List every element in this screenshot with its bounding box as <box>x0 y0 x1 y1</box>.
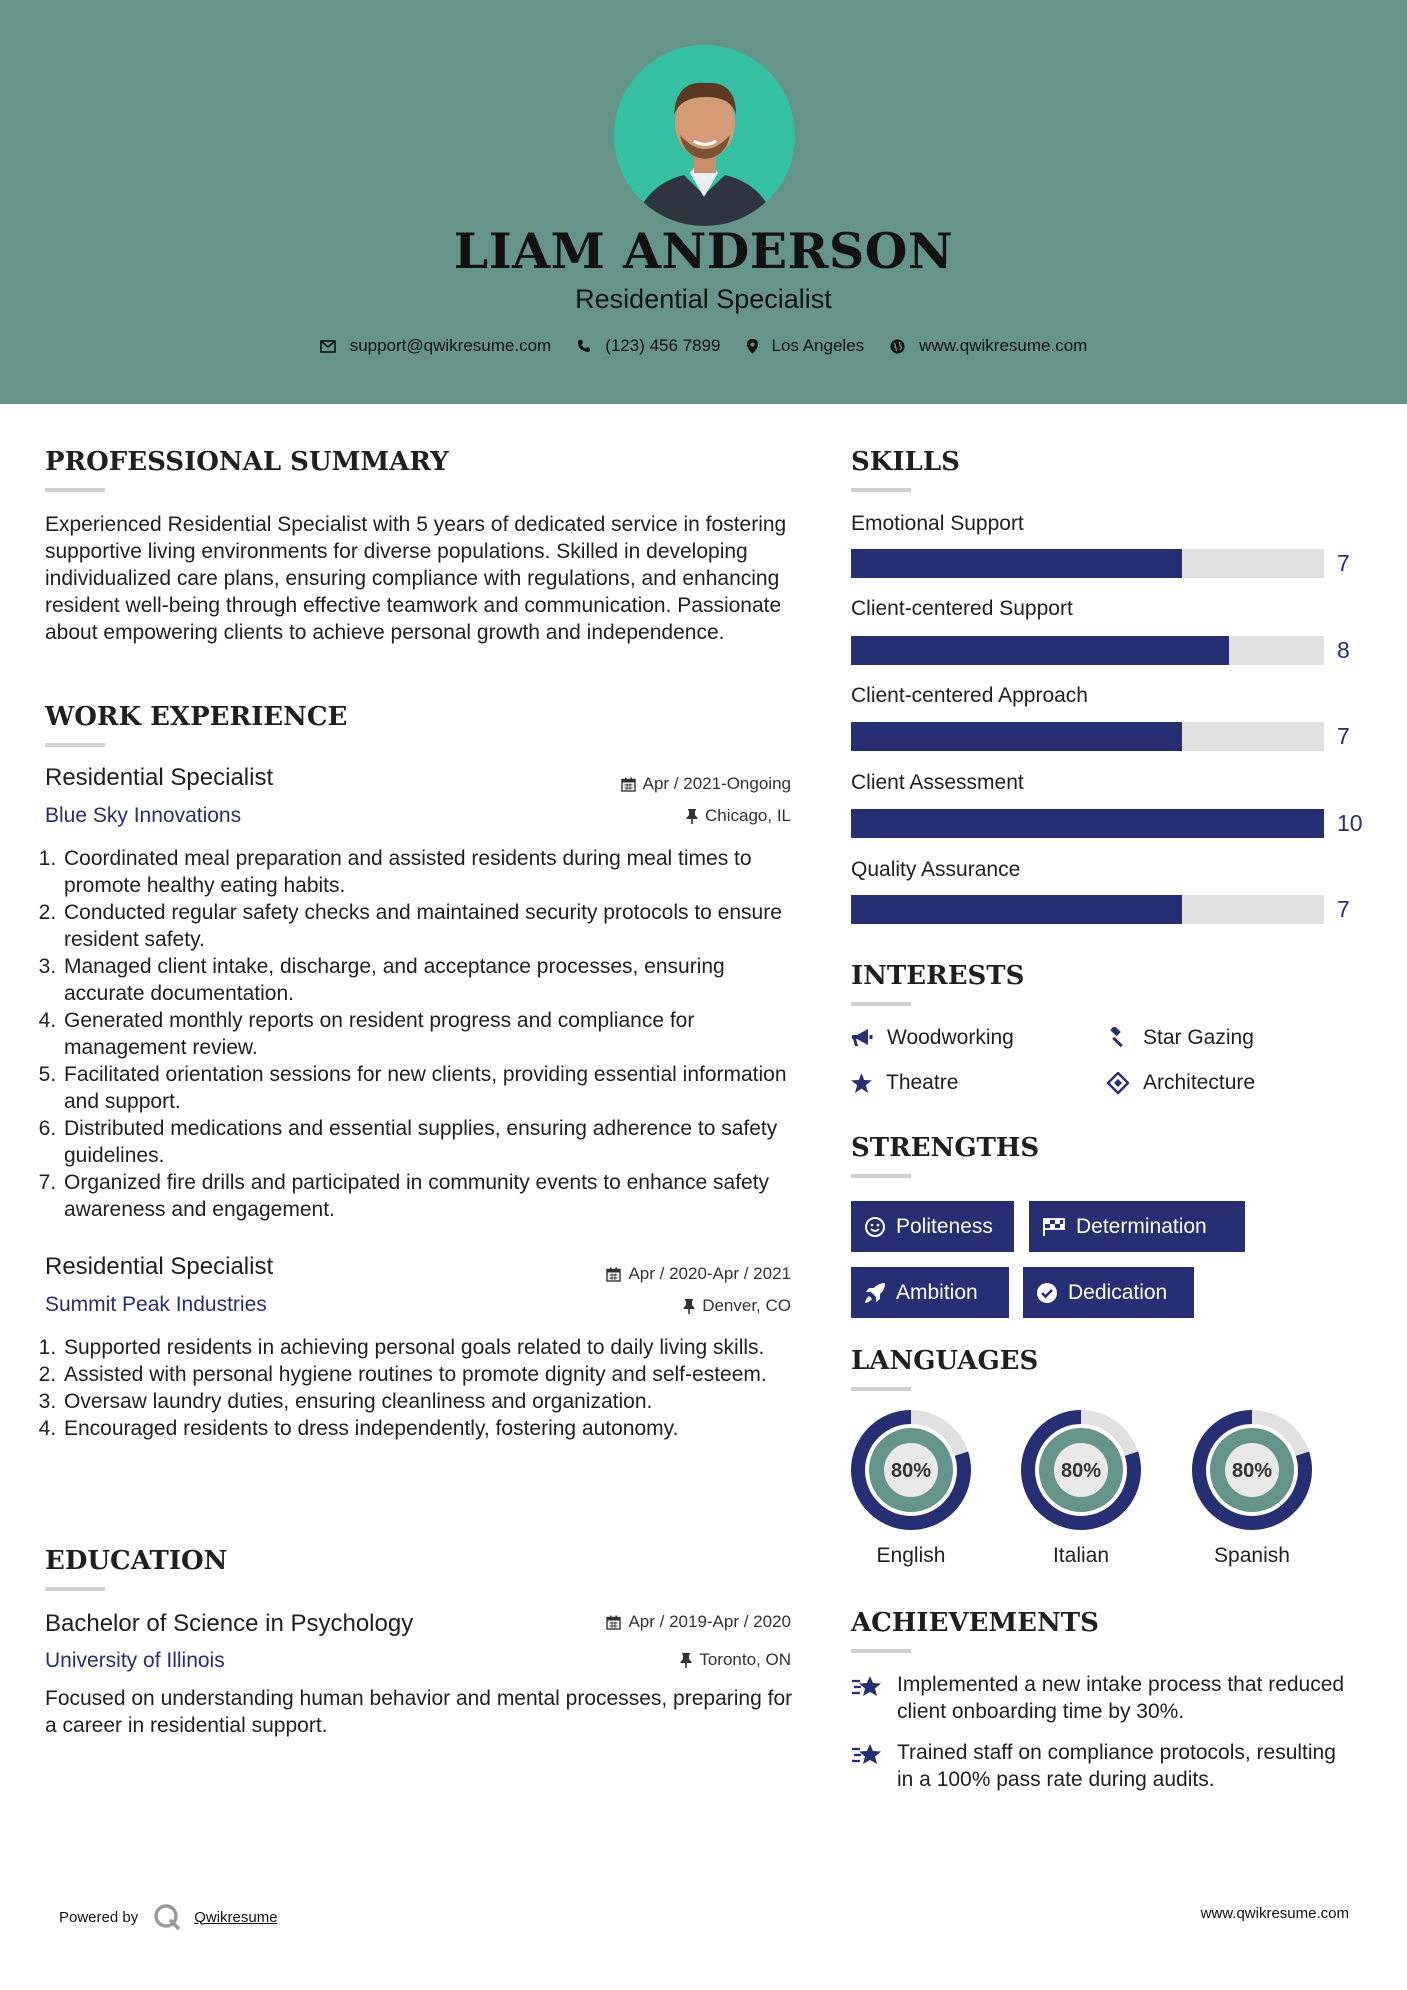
contact-email-text: support@qwikresume.com <box>349 336 552 355</box>
job-2-bullets <box>38 1334 798 1442</box>
contact-bar <box>0 336 1407 356</box>
language-item <box>1019 1408 1143 1567</box>
strengths-heading: STRENGTHS <box>851 1133 1040 1163</box>
list-item: 2. Assisted with personal hygiene routines to promote dignity and self-esteem. <box>62 1361 798 1388</box>
footer-site[interactable]: www.qwikresume.com <box>1200 1905 1349 1922</box>
education-degree: Bachelor of Science in Psychology <box>45 1610 414 1637</box>
language-name: Spanish <box>1214 1544 1290 1567</box>
contact-phone-text: (123) 456 7899 <box>605 336 721 355</box>
education-heading: EDUCATION <box>45 1546 228 1576</box>
achievements-heading: ACHIEVEMENTS <box>851 1608 1099 1638</box>
language-ring <box>1190 1408 1314 1532</box>
job-1-location <box>686 806 791 826</box>
shooting-star-icon <box>851 1741 883 1769</box>
strength-chip <box>1029 1201 1245 1252</box>
strength-chip <box>851 1201 1014 1252</box>
skill-value: 7 <box>1337 723 1350 749</box>
ticket-icon <box>1107 1072 1129 1094</box>
profile-photo <box>614 45 795 226</box>
job-2-title: Residential Specialist <box>45 1253 274 1280</box>
language-item <box>1190 1408 1314 1567</box>
language-percent: 80% <box>1231 1460 1273 1482</box>
job-2-location-text: Denver, CO <box>702 1296 791 1315</box>
education-dates-text: Apr / 2019-Apr / 2020 <box>628 1612 791 1631</box>
summary-underline <box>45 488 105 492</box>
interest-label: Star Gazing <box>1143 1026 1254 1049</box>
candidate-title: Residential Specialist <box>575 284 832 314</box>
language-ring <box>849 1408 973 1532</box>
skill-bar-track <box>851 809 1324 838</box>
skill-label: Quality Assurance <box>851 858 1021 881</box>
skill-bar-fill <box>851 895 1182 924</box>
list-item: 1. Coordinated meal preparation and assisted residents during meal times to promote healthy eating habits. <box>62 845 798 899</box>
languages-underline <box>851 1387 911 1391</box>
strength-label: Dedication <box>1068 1280 1168 1304</box>
skill-bar-track <box>851 722 1324 751</box>
language-percent: 80% <box>890 1460 932 1482</box>
pushpin-icon <box>683 1299 695 1314</box>
phone-icon <box>577 339 591 353</box>
list-item: 1. Supported residents in achieving personal goals related to daily living skills. <box>62 1334 798 1361</box>
pushpin-icon <box>686 809 698 824</box>
star-icon <box>851 1073 872 1093</box>
strength-label: Determination <box>1076 1214 1207 1238</box>
skill-value: 8 <box>1337 637 1350 663</box>
resume-header <box>0 0 1407 404</box>
language-percent: 80% <box>1060 1460 1102 1482</box>
summary-text: Experienced Residential Specialist with 5 years of dedicated service in fostering supportive living environments for diverse populations. Skilled in developing individualized care plans, ensuring compliance with regulations, and enhancing resident well-being through effective teamwork and communication. Passionate about empowering clients to achieve personal growth and independence. <box>45 513 787 644</box>
shooting-star-icon <box>851 1673 883 1701</box>
flag-icon <box>1042 1217 1066 1237</box>
education-school: University of Illinois <box>45 1649 225 1672</box>
interest-item <box>851 1026 1014 1050</box>
strength-chip <box>1023 1267 1194 1318</box>
contact-website-text: www.qwikresume.com <box>919 336 1088 355</box>
interest-item <box>851 1071 958 1095</box>
education-location-text: Toronto, ON <box>699 1650 791 1669</box>
job-2-location <box>683 1296 791 1316</box>
job-1-bullets <box>38 845 798 1223</box>
smile-icon <box>864 1216 886 1238</box>
experience-heading: WORK EXPERIENCE <box>45 702 348 732</box>
contact-phone[interactable] <box>577 336 720 356</box>
rocket-icon <box>864 1282 886 1304</box>
skills-underline <box>851 488 911 492</box>
brand-link[interactable]: Qwikresume <box>194 1908 278 1926</box>
achievement-text: Trained staff on compliance protocols, resulting in a 100% pass rate during audits. <box>897 1741 1336 1791</box>
skill-bar-fill <box>851 549 1182 578</box>
globe-icon <box>890 339 905 354</box>
strengths-underline <box>851 1174 911 1178</box>
job-1-dates-text: Apr / 2021-Ongoing <box>642 774 791 793</box>
education-location <box>680 1650 791 1670</box>
map-pin-icon <box>747 339 758 354</box>
skill-label: Client Assessment <box>851 771 1024 794</box>
language-name: Italian <box>1052 1544 1110 1567</box>
interests-heading: INTERESTS <box>851 961 1025 991</box>
check-circle-icon <box>1036 1282 1058 1304</box>
achievements-underline <box>851 1649 911 1653</box>
skill-value: 7 <box>1337 896 1350 922</box>
skill-label: Client-centered Support <box>851 597 1073 620</box>
skill-bar-track <box>851 895 1324 924</box>
skill-bar-fill <box>851 636 1229 665</box>
achievement-item <box>851 1671 1351 1725</box>
qwikresume-logo-icon <box>152 1902 182 1932</box>
list-item: 3. Managed client intake, discharge, and acceptance processes, ensuring accurate documentation. <box>62 953 798 1007</box>
list-item: 4. Encouraged residents to dress independently, fostering autonomy. <box>62 1415 798 1442</box>
list-item: 5. Facilitated orientation sessions for new clients, providing essential information and support. <box>62 1061 798 1115</box>
interest-item <box>1107 1026 1254 1050</box>
skill-bar-track <box>851 636 1324 665</box>
education-text: Focused on understanding human behavior and mental processes, preparing for a career in residential support. <box>45 1687 793 1737</box>
contact-location-text: Los Angeles <box>771 336 865 355</box>
language-item <box>849 1408 973 1567</box>
interest-label: Theatre <box>886 1071 959 1094</box>
strength-label: Ambition <box>896 1280 978 1304</box>
job-2-dates <box>606 1264 791 1284</box>
skills-heading: SKILLS <box>851 447 960 477</box>
achievement-text: Implemented a new intake process that reduced client onboarding time by 30%. <box>897 1673 1345 1723</box>
contact-website[interactable] <box>890 336 1087 356</box>
job-1-location-text: Chicago, IL <box>705 806 791 825</box>
skill-label: Emotional Support <box>851 512 1024 535</box>
list-item: 4. Generated monthly reports on resident progress and compliance for management review. <box>62 1007 798 1061</box>
interests-underline <box>851 1002 911 1006</box>
skill-bar-track <box>851 549 1324 578</box>
achievement-item <box>851 1739 1351 1793</box>
summary-heading: PROFESSIONAL SUMMARY <box>45 447 449 477</box>
skill-bar-fill <box>851 722 1182 751</box>
strength-chip <box>851 1267 1009 1318</box>
calendar-icon <box>621 777 636 792</box>
calendar-icon <box>606 1267 621 1282</box>
list-item: 3. Oversaw laundry duties, ensuring cleanliness and organization. <box>62 1388 798 1415</box>
interest-item <box>1107 1071 1255 1095</box>
contact-location <box>747 336 865 356</box>
contact-email[interactable] <box>320 336 552 356</box>
calendar-icon <box>606 1615 621 1630</box>
list-item: 7. Organized fire drills and participated in community events to enhance safety awareness and engagement. <box>62 1169 798 1223</box>
pushpin-icon <box>680 1653 692 1668</box>
job-1-dates <box>621 774 791 794</box>
list-item: 2. Conducted regular safety checks and maintained security protocols to ensure resident safety. <box>62 899 798 953</box>
education-underline <box>45 1587 105 1591</box>
powered-by-text: Powered by <box>59 1908 139 1926</box>
footer-powered <box>59 1902 278 1932</box>
job-1-title: Residential Specialist <box>45 764 274 791</box>
list-item: 6. Distributed medications and essential supplies, ensuring adherence to safety guidelines. <box>62 1115 798 1169</box>
interest-label: Woodworking <box>887 1026 1014 1049</box>
education-dates <box>606 1612 791 1632</box>
experience-underline <box>45 743 105 747</box>
skill-label: Client-centered Approach <box>851 684 1088 707</box>
language-name: English <box>876 1544 946 1567</box>
gavel-icon <box>1107 1027 1129 1049</box>
envelope-icon <box>320 340 336 353</box>
languages-heading: LANGUAGES <box>851 1346 1039 1376</box>
skill-bar-fill <box>851 809 1324 838</box>
language-ring <box>1019 1408 1143 1532</box>
candidate-name: LIAM ANDERSON <box>453 222 954 280</box>
skill-value: 7 <box>1337 550 1350 576</box>
strength-label: Politeness <box>896 1214 993 1238</box>
skill-value: 10 <box>1337 810 1363 836</box>
interest-label: Architecture <box>1143 1071 1256 1094</box>
job-2-company: Summit Peak Industries <box>45 1293 267 1316</box>
megaphone-icon <box>851 1028 873 1048</box>
job-2-dates-text: Apr / 2020-Apr / 2021 <box>628 1264 791 1283</box>
job-1-company: Blue Sky Innovations <box>45 804 242 827</box>
